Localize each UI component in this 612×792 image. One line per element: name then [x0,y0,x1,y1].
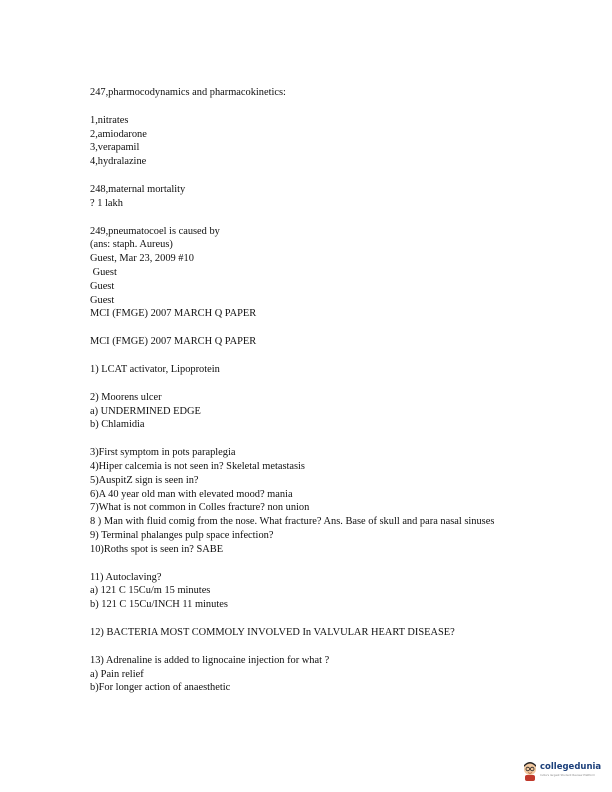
text-line: 3,verapamil [90,142,140,154]
text-line: b)For longer action of anaesthetic [90,682,231,694]
text-block [90,571,540,612]
text-block [90,654,540,695]
text-line: 13) Adrenaline is added to lignocaine injection for what ? [90,654,330,666]
text-line: 248,maternal mortality [90,183,186,195]
student-mascot-icon [522,760,538,782]
text-line: a) 121 C 15Cu/m 15 minutes [90,585,211,597]
text-line: 5)AuspitZ sign is seen in? [90,474,199,486]
text-line: MCI (FMGE) 2007 MARCH Q PAPER [90,336,257,348]
text-block [90,114,540,169]
text-block [90,225,540,322]
logo-wordmark: collegedunia [540,762,602,772]
text-line: 11) Autoclaving? [90,571,162,583]
text-block [90,86,540,100]
text-line: 1) LCAT activator, Lipoprotein [90,363,220,375]
logo-tagline: India's largest Student Review Platform [540,773,596,777]
collegedunia-logo [522,760,608,788]
text-line: a) Pain relief [90,668,144,680]
text-line: Guest [90,280,115,292]
text-line: 2) Moorens ulcer [90,391,162,403]
text-line: 3)First symptom in pots paraplegia [90,447,236,459]
text-line: Guest [90,266,117,278]
text-block [90,391,540,432]
text-line: 6)A 40 year old man with elevated mood? mania [90,488,293,500]
text-line: 9) Terminal phalanges pulp space infection? [90,529,274,541]
text-line: MCI (FMGE) 2007 MARCH Q PAPER [90,308,257,320]
text-line: ? 1 lakh [90,197,123,209]
text-line: Guest [90,294,115,306]
text-block [90,183,540,211]
text-block [90,363,540,377]
text-block [90,335,540,349]
text-line: a) UNDERMINED EDGE [90,405,201,417]
text-line: 4)Hiper calcemia is not seen in? Skeletal metastasis [90,460,305,472]
text-line: 247,pharmocodynamics and pharmacokinetics: [90,87,286,98]
text-line: 8 ) Man with fluid comig from the nose. What fracture? Ans. Base of skull and para nasal sinuses [90,516,495,528]
text-line: (ans: staph. Aureus) [90,239,173,251]
text-line: 2,amiodarone [90,128,147,140]
text-line: 4,hydralazine [90,156,147,168]
text-line: 10)Roths spot is seen in? SABE [90,543,224,555]
document-body [90,86,540,709]
text-line: 12) BACTERIA MOST COMMOLY INVOLVED In VALVULAR HEART DISEASE? [90,626,455,638]
text-line: b) 121 C 15Cu/INCH 11 minutes [90,599,228,611]
text-line: Guest, Mar 23, 2009 #10 [90,253,194,265]
text-line: 7)What is not common in Colles fracture? non union [90,502,310,514]
text-block [90,626,540,640]
text-line: b) Chlamidia [90,419,145,431]
text-block [90,446,540,556]
text-line: 249,pneumatocoel is caused by [90,225,220,237]
text-line: 1,nitrates [90,114,129,126]
